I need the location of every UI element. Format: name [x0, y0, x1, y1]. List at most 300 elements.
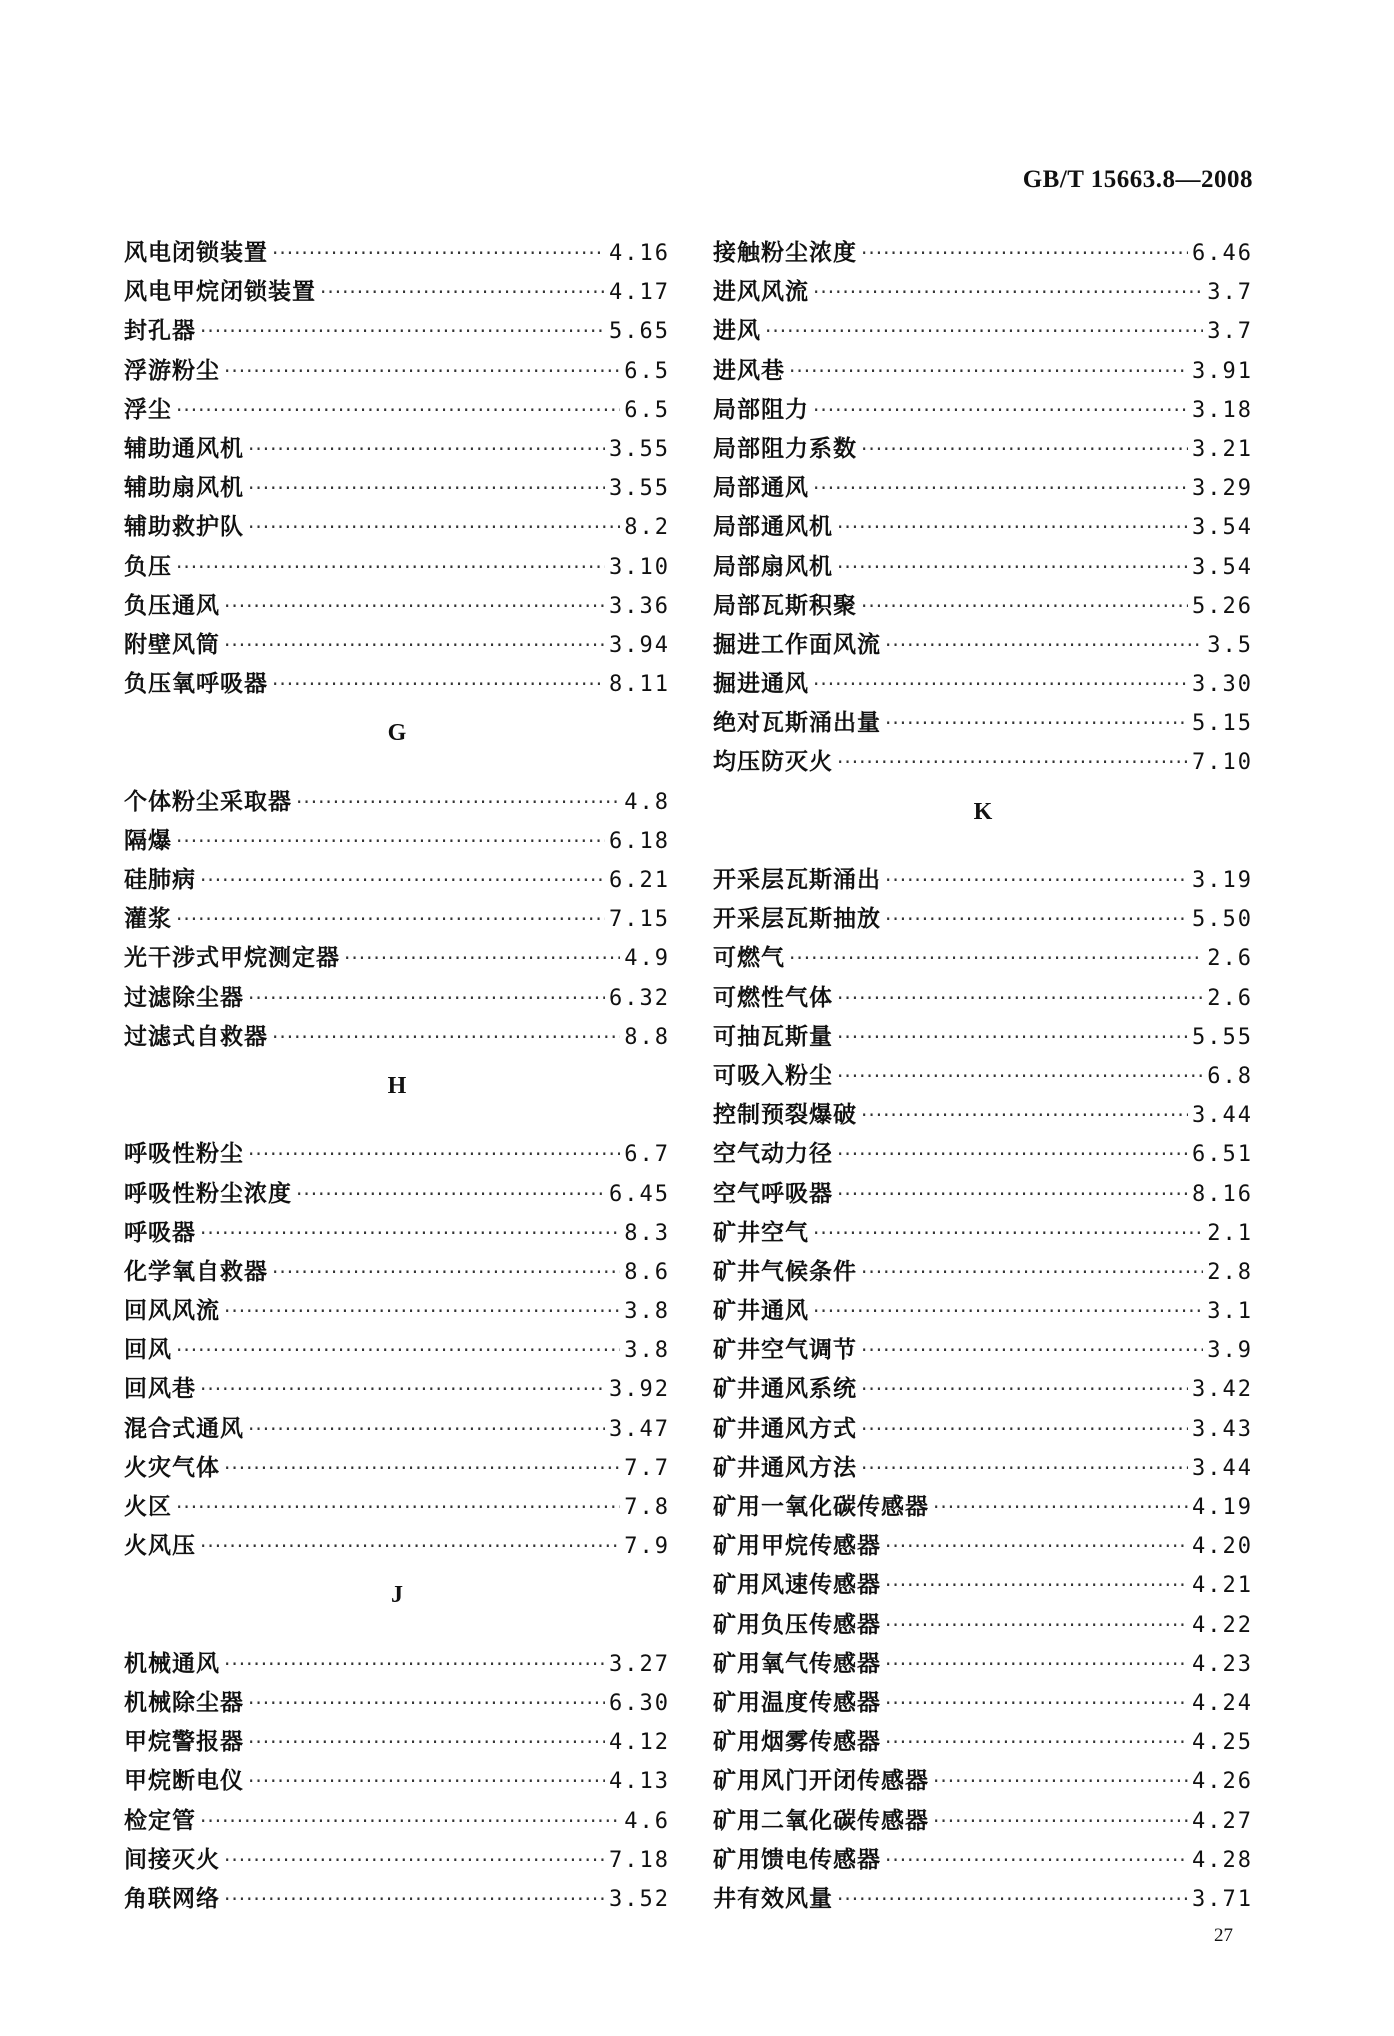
index-entry [124, 352, 670, 391]
index-entry [124, 939, 670, 978]
index-term: 矿井通风系统 [713, 1376, 857, 1403]
index-entry [124, 783, 670, 822]
index-term: 矿用一氧化碳传感器 [713, 1494, 929, 1521]
index-entry [713, 704, 1253, 743]
index-term: 矿用二氧化碳传感器 [713, 1807, 929, 1834]
index-term: 机械通风 [124, 1650, 220, 1677]
dot-leader [248, 437, 605, 461]
index-ref-number: 3.92 [609, 1377, 670, 1403]
index-entry [713, 1057, 1253, 1096]
index-term: 可燃气 [713, 945, 785, 972]
index-column-left [124, 234, 670, 1919]
index-ref-number: 4.8 [624, 789, 670, 815]
dot-leader [200, 319, 605, 343]
index-term: 矿井通风 [713, 1298, 809, 1325]
index-ref-number: 3.8 [624, 1299, 670, 1325]
dot-leader [176, 829, 605, 853]
index-term: 可燃性气体 [713, 984, 833, 1011]
dot-leader [296, 1182, 605, 1206]
index-term: 空气动力径 [713, 1141, 833, 1168]
index-term: 回风巷 [124, 1376, 196, 1403]
index-ref-number: 8.16 [1192, 1181, 1253, 1207]
dot-leader [861, 1260, 1203, 1284]
index-term: 辅助扇风机 [124, 475, 244, 502]
index-entry [124, 1018, 670, 1057]
index-ref-number: 4.28 [1192, 1847, 1253, 1873]
dot-leader [861, 1338, 1203, 1362]
index-entry [713, 1841, 1253, 1880]
index-entry [713, 1175, 1253, 1214]
index-entry [713, 1566, 1253, 1605]
index-entry [713, 1096, 1253, 1135]
index-term: 局部扇风机 [713, 553, 833, 580]
index-term: 可抽瓦斯量 [713, 1023, 833, 1050]
dot-leader [837, 1064, 1203, 1088]
dot-leader [224, 594, 605, 618]
index-term: 呼吸性粉尘 [124, 1141, 244, 1168]
dot-leader [344, 946, 620, 970]
index-entry [713, 1488, 1253, 1527]
index-ref-number: 3.9 [1207, 1338, 1253, 1364]
dot-leader [248, 1769, 605, 1793]
dot-leader [248, 1142, 620, 1166]
index-ref-number: 5.50 [1192, 907, 1253, 933]
index-ref-number: 3.21 [1192, 436, 1253, 462]
index-ref-number: 6.30 [609, 1690, 670, 1716]
index-ref-number: 3.8 [624, 1338, 670, 1364]
dot-leader [861, 241, 1188, 265]
index-term: 绝对瓦斯涌出量 [713, 710, 881, 737]
index-term: 井有效风量 [713, 1885, 833, 1912]
index-entry [713, 1762, 1253, 1801]
index-entry [713, 548, 1253, 587]
index-entry [713, 391, 1253, 430]
index-entry [124, 1723, 670, 1762]
index-term: 风电闭锁装置 [124, 240, 268, 266]
dot-leader [765, 319, 1203, 343]
index-entry [124, 1135, 670, 1174]
section-letter: J [391, 1582, 403, 1609]
index-ref-number: 6.18 [609, 828, 670, 854]
index-ref-number: 3.18 [1192, 397, 1253, 423]
index-term: 负压通风 [124, 592, 220, 619]
index-entry [713, 234, 1253, 273]
index-term: 呼吸器 [124, 1219, 196, 1246]
index-entry [124, 469, 670, 508]
index-entry [713, 1410, 1253, 1449]
dot-leader [320, 280, 605, 304]
dot-leader [272, 672, 605, 696]
index-term: 矿井通风方法 [713, 1454, 857, 1481]
index-column-right [713, 234, 1253, 1919]
index-term: 回风 [124, 1337, 172, 1364]
index-entry [124, 979, 670, 1018]
index-ref-number: 3.44 [1192, 1455, 1253, 1481]
index-entry [713, 1292, 1253, 1331]
dot-leader [885, 1534, 1188, 1558]
index-ref-number: 6.5 [624, 358, 670, 384]
index-entry [713, 1880, 1253, 1919]
index-ref-number: 4.22 [1192, 1612, 1253, 1638]
index-ref-number: 4.12 [609, 1730, 670, 1756]
dot-leader [789, 946, 1203, 970]
dot-leader [176, 555, 605, 579]
index-entry [124, 312, 670, 351]
index-ref-number: 3.29 [1192, 476, 1253, 502]
index-ref-number: 4.21 [1192, 1573, 1253, 1599]
index-entry [713, 626, 1253, 665]
dot-leader [933, 1769, 1188, 1793]
index-entry [124, 234, 670, 273]
index-term: 回风风流 [124, 1298, 220, 1325]
dot-leader [861, 1417, 1188, 1441]
dot-leader [224, 359, 620, 383]
index-ref-number: 3.19 [1192, 868, 1253, 894]
index-term: 硅肺病 [124, 867, 196, 894]
dot-leader [837, 515, 1188, 539]
index-term: 矿用烟雾传感器 [713, 1729, 881, 1756]
index-ref-number: 8.6 [624, 1259, 670, 1285]
index-term: 甲烷断电仪 [124, 1768, 244, 1795]
index-ref-number: 8.2 [624, 515, 670, 541]
index-term: 矿用甲烷传感器 [713, 1533, 881, 1560]
index-ref-number: 4.16 [609, 241, 670, 266]
index-entry [713, 1723, 1253, 1762]
index-ref-number: 3.55 [609, 476, 670, 502]
standard-code: GB/T 15663.8—2008 [1022, 166, 1253, 193]
index-entry [124, 1175, 670, 1214]
index-term: 风电甲烷闭锁装置 [124, 279, 316, 306]
dot-leader [176, 1338, 620, 1362]
index-entry [124, 665, 670, 704]
index-entry [713, 900, 1253, 939]
index-term: 过滤除尘器 [124, 984, 244, 1011]
index-entry [713, 508, 1253, 547]
index-term: 个体粉尘采取器 [124, 788, 292, 815]
dot-leader [224, 633, 605, 657]
index-entry [713, 1802, 1253, 1841]
dot-leader [813, 672, 1188, 696]
index-term: 进风风流 [713, 279, 809, 306]
dot-leader [200, 868, 605, 892]
dot-leader [837, 1887, 1188, 1911]
index-entry [124, 1370, 670, 1409]
index-entry [713, 665, 1253, 704]
index-ref-number: 4.27 [1192, 1808, 1253, 1834]
index-entry [124, 1684, 670, 1723]
index-term: 空气呼吸器 [713, 1180, 833, 1207]
index-entry [713, 1214, 1253, 1253]
index-ref-number: 3.5 [1207, 632, 1253, 658]
index-ref-number: 3.7 [1207, 280, 1253, 306]
index-entry [124, 1449, 670, 1488]
index-ref-number: 7.10 [1192, 750, 1253, 776]
index-entry [713, 273, 1253, 312]
index-term: 掘进工作面风流 [713, 631, 881, 658]
index-term: 甲烷警报器 [124, 1729, 244, 1756]
dot-leader [789, 359, 1188, 383]
index-term: 火风压 [124, 1533, 196, 1560]
dot-leader [224, 1887, 605, 1911]
index-entry [713, 1645, 1253, 1684]
index-ref-number: 5.65 [609, 319, 670, 345]
dot-leader [248, 986, 605, 1010]
index-term: 局部阻力系数 [713, 435, 857, 462]
index-term: 控制预裂爆破 [713, 1102, 857, 1129]
index-term: 负压 [124, 553, 172, 580]
dot-leader [837, 750, 1188, 774]
index-ref-number: 8.8 [624, 1024, 670, 1050]
index-term: 辅助通风机 [124, 435, 244, 462]
index-ref-number: 3.10 [609, 554, 670, 580]
index-entry [124, 900, 670, 939]
dot-leader [224, 1456, 620, 1480]
index-ref-number: 5.26 [1192, 593, 1253, 619]
index-ref-number: 4.17 [609, 280, 670, 306]
dot-leader [885, 711, 1188, 735]
dot-leader [200, 1809, 620, 1833]
index-entry [124, 822, 670, 861]
index-ref-number: 4.26 [1192, 1769, 1253, 1795]
index-ref-number: 5.55 [1192, 1024, 1253, 1050]
index-ref-number: 7.18 [609, 1847, 670, 1873]
index-entry [124, 626, 670, 665]
index-term: 矿用馈电传感器 [713, 1846, 881, 1873]
index-term: 开采层瓦斯抽放 [713, 906, 881, 933]
index-term: 化学氧自救器 [124, 1258, 268, 1285]
index-term: 开采层瓦斯涌出 [713, 867, 881, 894]
index-entry [713, 1135, 1253, 1174]
index-entry [124, 1802, 670, 1841]
dot-leader [885, 1652, 1188, 1676]
index-ref-number: 8.11 [609, 672, 670, 698]
index-entry [713, 430, 1253, 469]
index-ref-number: 4.20 [1192, 1534, 1253, 1560]
index-term: 浮尘 [124, 396, 172, 423]
dot-leader [885, 1730, 1188, 1754]
index-term: 局部瓦斯积聚 [713, 592, 857, 619]
dot-leader [248, 515, 620, 539]
index-ref-number: 6.7 [624, 1142, 670, 1168]
index-ref-number: 3.36 [609, 593, 670, 619]
dot-leader [885, 868, 1188, 892]
dot-leader [224, 1848, 605, 1872]
index-ref-number: 2.6 [1207, 946, 1253, 972]
dot-leader [296, 790, 620, 814]
index-ref-number: 3.27 [609, 1651, 670, 1677]
index-term: 间接灭火 [124, 1846, 220, 1873]
index-entry [713, 743, 1253, 782]
index-ref-number: 3.7 [1207, 319, 1253, 345]
index-entry [124, 1292, 670, 1331]
index-term: 光干涉式甲烷测定器 [124, 945, 340, 972]
index-term: 掘进通风 [713, 671, 809, 698]
index-term: 机械除尘器 [124, 1689, 244, 1716]
index-term: 矿用温度传感器 [713, 1689, 881, 1716]
dot-leader [933, 1495, 1188, 1519]
index-entry [124, 391, 670, 430]
dot-leader [248, 1417, 605, 1441]
index-entry [124, 587, 670, 626]
dot-leader [272, 241, 605, 265]
dot-leader [813, 1299, 1203, 1323]
index-entry [713, 1370, 1253, 1409]
index-ref-number: 3.30 [1192, 672, 1253, 698]
index-entry [124, 1410, 670, 1449]
index-entry [124, 1841, 670, 1880]
dot-leader [813, 1221, 1203, 1245]
index-ref-number: 2.1 [1207, 1220, 1253, 1246]
index-term: 矿用负压传感器 [713, 1611, 881, 1638]
index-entry [124, 273, 670, 312]
index-term: 附壁风筒 [124, 631, 220, 658]
index-ref-number: 6.45 [609, 1181, 670, 1207]
index-entry [713, 587, 1253, 626]
index-ref-number: 3.52 [609, 1886, 670, 1912]
index-entry [124, 1488, 670, 1527]
dot-leader [200, 1534, 620, 1558]
index-ref-number: 3.1 [1207, 1299, 1253, 1325]
index-ref-number: 3.54 [1192, 554, 1253, 580]
index-term: 均压防灭火 [713, 749, 833, 776]
dot-leader [248, 1691, 605, 1715]
index-term: 矿用风速传感器 [713, 1572, 881, 1599]
index-entry [713, 1331, 1253, 1370]
index-entry [124, 1253, 670, 1292]
index-term: 检定管 [124, 1807, 196, 1834]
page-number: 27 [1214, 1925, 1233, 1946]
index-term: 火灾气体 [124, 1454, 220, 1481]
index-term: 角联网络 [124, 1885, 220, 1912]
index-ref-number: 6.32 [609, 985, 670, 1011]
dot-leader [837, 986, 1203, 1010]
index-ref-number: 4.23 [1192, 1651, 1253, 1677]
index-entry [124, 1645, 670, 1684]
index-ref-number: 8.3 [624, 1220, 670, 1246]
index-ref-number: 6.8 [1207, 1063, 1253, 1089]
index-ref-number: 7.15 [609, 907, 670, 933]
index-ref-number: 4.6 [624, 1808, 670, 1834]
index-term: 局部通风机 [713, 514, 833, 541]
index-term: 矿用氧气传感器 [713, 1650, 881, 1677]
index-entry [124, 1762, 670, 1801]
index-term: 接触粉尘浓度 [713, 240, 857, 266]
dot-leader [176, 1495, 620, 1519]
dot-leader [248, 1730, 605, 1754]
dot-leader [885, 1848, 1188, 1872]
index-term: 灌浆 [124, 906, 172, 933]
dot-leader [837, 1182, 1188, 1206]
dot-leader [861, 1103, 1188, 1127]
index-ref-number: 5.15 [1192, 711, 1253, 737]
index-term: 火区 [124, 1494, 172, 1521]
index-entry [713, 1253, 1253, 1292]
section-letter: G [387, 720, 407, 747]
dot-leader [272, 1025, 620, 1049]
index-ref-number: 3.42 [1192, 1377, 1253, 1403]
index-ref-number: 4.19 [1192, 1495, 1253, 1521]
index-term: 矿用风门开闭传感器 [713, 1768, 929, 1795]
index-term: 辅助救护队 [124, 514, 244, 541]
index-ref-number: 4.13 [609, 1769, 670, 1795]
index-term: 过滤式自救器 [124, 1023, 268, 1050]
dot-leader [200, 1221, 620, 1245]
dot-leader [248, 476, 605, 500]
dot-leader [861, 1456, 1188, 1480]
index-term: 封孔器 [124, 318, 196, 345]
dot-leader [272, 1260, 620, 1284]
dot-leader [861, 1377, 1188, 1401]
index-term: 隔爆 [124, 827, 172, 854]
index-term: 矿井空气调节 [713, 1337, 857, 1364]
dot-leader [176, 907, 605, 931]
index-term: 混合式通风 [124, 1415, 244, 1442]
dot-leader [224, 1299, 620, 1323]
index-entry [713, 1449, 1253, 1488]
index-ref-number: 3.71 [1192, 1886, 1253, 1912]
dot-leader [176, 398, 620, 422]
index-entry [713, 1018, 1253, 1057]
index-ref-number: 6.21 [609, 868, 670, 894]
section-letter: K [973, 798, 993, 825]
dot-leader [200, 1377, 605, 1401]
index-ref-number: 2.6 [1207, 985, 1253, 1011]
index-ref-number: 7.9 [624, 1534, 670, 1560]
index-ref-number: 6.46 [1192, 241, 1253, 266]
dot-leader [837, 1025, 1188, 1049]
index-ref-number: 7.8 [624, 1495, 670, 1521]
index-term: 可吸入粉尘 [713, 1062, 833, 1089]
index-term: 进风巷 [713, 357, 785, 384]
index-term: 局部通风 [713, 475, 809, 502]
dot-leader [933, 1809, 1188, 1833]
index-entry [124, 548, 670, 587]
index-ref-number: 7.7 [624, 1455, 670, 1481]
index-entry [713, 1527, 1253, 1566]
index-ref-number: 3.43 [1192, 1416, 1253, 1442]
index-term: 矿井通风方式 [713, 1415, 857, 1442]
index-entry [713, 939, 1253, 978]
index-term: 矿井气候条件 [713, 1258, 857, 1285]
dot-leader [885, 1691, 1188, 1715]
index-ref-number: 4.9 [624, 946, 670, 972]
dot-leader [813, 398, 1188, 422]
index-ref-number: 3.44 [1192, 1103, 1253, 1129]
dot-leader [837, 555, 1188, 579]
index-entry [124, 1527, 670, 1566]
index-ref-number: 4.24 [1192, 1690, 1253, 1716]
index-entry [713, 352, 1253, 391]
dot-leader [885, 907, 1188, 931]
index-entry [713, 1606, 1253, 1645]
index-entry [124, 508, 670, 547]
index-term: 呼吸性粉尘浓度 [124, 1180, 292, 1207]
dot-leader [224, 1652, 605, 1676]
dot-leader [837, 1142, 1188, 1166]
section-letter: H [387, 1072, 407, 1099]
dot-leader [861, 437, 1188, 461]
index-term: 局部阻力 [713, 396, 809, 423]
index-ref-number: 2.8 [1207, 1259, 1253, 1285]
dot-leader [813, 280, 1203, 304]
dot-leader [813, 476, 1188, 500]
index-ref-number: 6.5 [624, 397, 670, 423]
dot-leader [885, 633, 1203, 657]
index-entry [124, 430, 670, 469]
index-ref-number: 6.51 [1192, 1142, 1253, 1168]
index-term: 进风 [713, 318, 761, 345]
index-ref-number: 4.25 [1192, 1730, 1253, 1756]
